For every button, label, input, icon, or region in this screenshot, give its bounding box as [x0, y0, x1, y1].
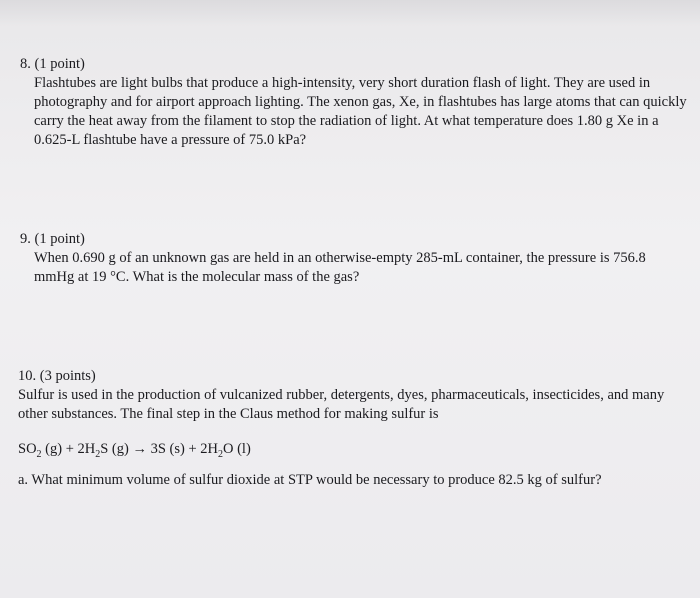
- eq-part: S (g): [100, 441, 133, 457]
- claus-equation: [18, 441, 251, 460]
- question-9: [20, 230, 688, 287]
- eq-sub: 2: [217, 448, 223, 460]
- question-8-number: 8. (1 point): [20, 56, 85, 72]
- eq-part: O (l): [222, 441, 251, 457]
- eq-part: 3S (s) + 2H: [146, 441, 218, 457]
- question-9-number: 9. (1 point): [20, 231, 85, 247]
- question-10-part-a: a. What minimum volume of sulfur dioxide at STP would be necessary to produce 82.5 kg of sulfur?: [18, 472, 602, 488]
- question-8: [20, 55, 688, 150]
- eq-sub: 2: [95, 448, 101, 460]
- reaction-arrow: →: [132, 441, 147, 457]
- eq-sub: 2: [36, 448, 42, 460]
- eq-part: (g) + 2H: [41, 441, 96, 457]
- eq-so: SO: [18, 441, 37, 457]
- question-10-text: Sulfur is used in the production of vulcanized rubber, detergents, dyes, pharmaceuticals, insecticides, and many other substances. The final step in the Claus method for making sulfur is: [18, 387, 665, 422]
- question-8-text: Flashtubes are light bulbs that produce a high-intensity, very short duration flash of light. They are used in photography and for airport approach lighting. The xenon gas, Xe, in flashtubes has large atoms that can quickly carry the heat away from the filament to stop the radiation of light. At what temperature does 1.80 g Xe in a 0.625-L flashtube have a pressure of 75.0 kPa?: [34, 75, 687, 148]
- question-10: [18, 367, 694, 424]
- question-10-number: 10. (3 points): [18, 368, 96, 384]
- question-9-text: When 0.690 g of an unknown gas are held in an otherwise-empty 285-mL container, the pressure is 756.8 mmHg at 19 °C. What is the molecular mass of the gas?: [34, 250, 646, 285]
- top-shadow: [0, 0, 700, 26]
